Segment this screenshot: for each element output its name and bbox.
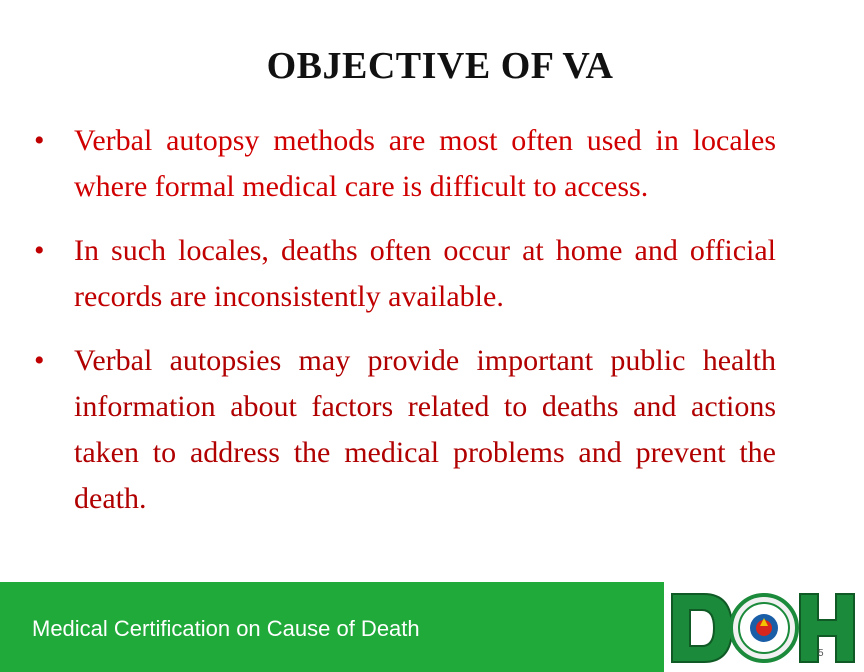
doh-logo bbox=[670, 590, 858, 666]
bullet-list bbox=[32, 118, 776, 522]
footer-title: Medical Certification on Cause of Death bbox=[32, 616, 420, 641]
bullet-item bbox=[32, 118, 776, 210]
page-number: 5 bbox=[818, 648, 824, 659]
logo-letter-d bbox=[672, 594, 732, 662]
bullet-marker: • bbox=[34, 344, 45, 377]
bullet-marker: • bbox=[34, 234, 45, 267]
logo-letter-h bbox=[800, 594, 854, 662]
bullet-text: Verbal autopsy methods are most often used in locales where formal medical care is difficult to access. bbox=[74, 124, 776, 203]
bullet-marker: • bbox=[34, 124, 45, 157]
bullet-text: In such locales, deaths often occur at home and official records are inconsistently available. bbox=[74, 234, 776, 313]
bullet-item bbox=[32, 228, 776, 320]
bullet-text: Verbal autopsies may provide important public health information about factors related to deaths and actions taken to address the medical problems and prevent the death. bbox=[74, 344, 776, 515]
slide-title: OBJECTIVE OF VA bbox=[266, 45, 614, 87]
bullet-item bbox=[32, 338, 776, 522]
logo-seal bbox=[731, 595, 797, 661]
